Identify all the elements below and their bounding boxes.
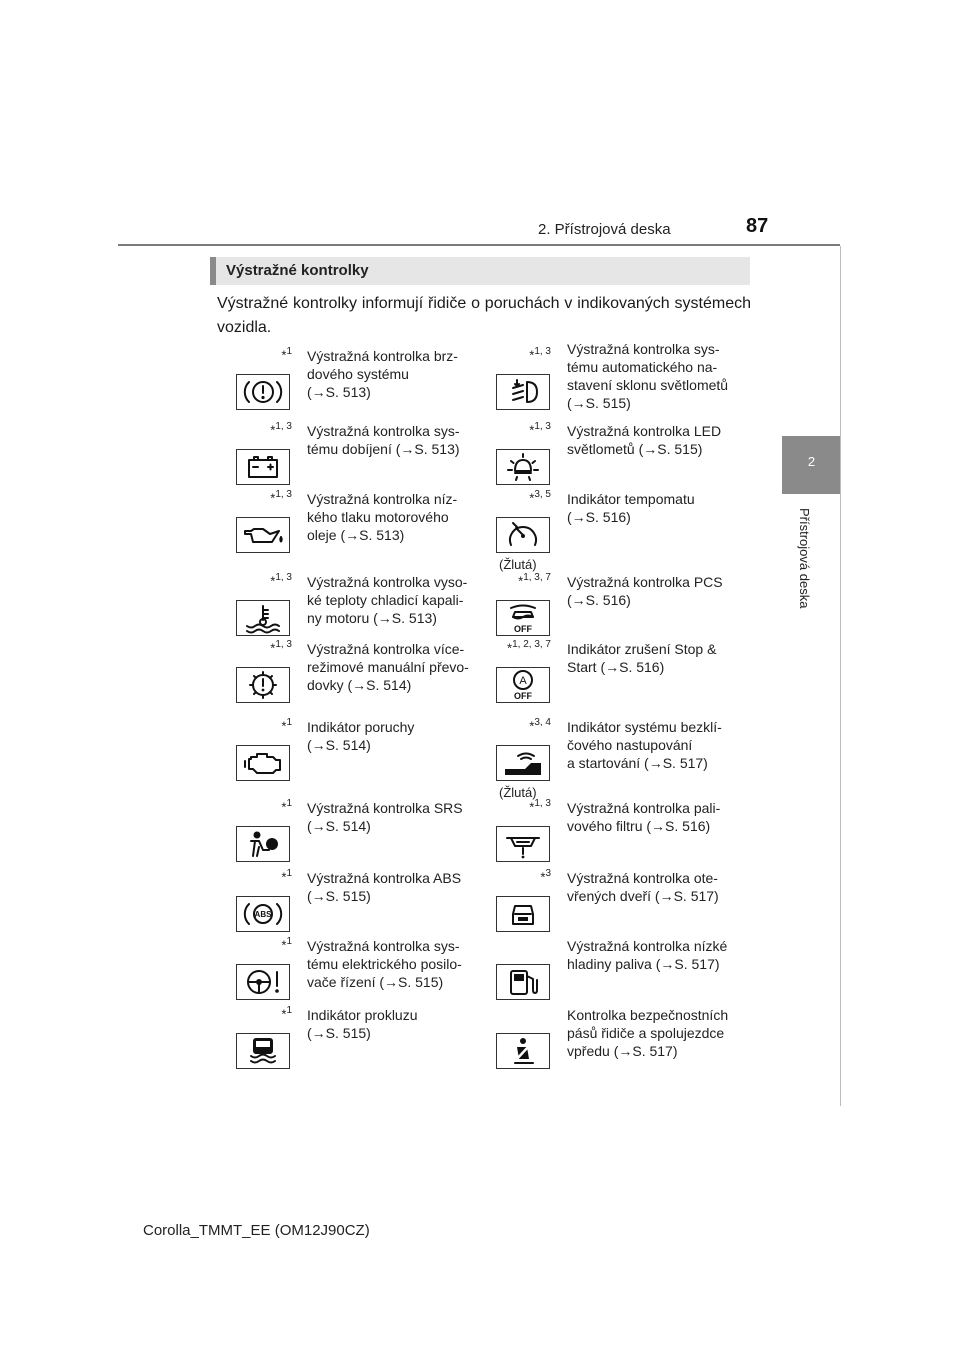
footnote-marker: *$^{1, 3}$ — [529, 798, 551, 815]
header-divider — [118, 244, 840, 246]
chapter-tab-label: Přístrojová deska — [797, 508, 812, 609]
warning-light-description: Výstražná kontrolka pali- vového filtru (→S. 516) — [567, 800, 721, 834]
header-section-title: 2. Přístrojová deska — [538, 221, 671, 238]
footnote-numbers: 1 — [286, 798, 292, 809]
warning-light-description: Výstražná kontrolka ABS (→S. 515) — [307, 870, 462, 904]
warning-light-description: Indikátor systému bezklí- čového nastupování a startování (→S. 517) — [567, 719, 722, 771]
footnote-numbers: 1 — [286, 1005, 292, 1016]
footnote-marker: *$^{1, 3, 7}$ — [518, 572, 551, 589]
svg-text:OFF: OFF — [514, 624, 532, 634]
battery-icon — [236, 449, 290, 485]
warning-light-description: Kontrolka bezpečnostních pásů řidiče a spolujezdce vpředu (→S. 517) — [567, 1007, 729, 1059]
warning-light-description: Výstražná kontrolka LED světlometů (→S. 515) — [567, 423, 722, 457]
cruise-control-icon — [496, 517, 550, 553]
check-engine-icon — [236, 745, 290, 781]
headlight-leveling-icon — [496, 374, 550, 410]
warning-light-description: Výstražná kontrolka ote- vřených dveří (→S. 517) — [567, 870, 719, 904]
warning-light-description: Indikátor poruchy (→S. 514) — [307, 719, 415, 753]
intro-paragraph: Výstražné kontrolky informují řidiče o poruchách v indikovaných systémech vozidla. — [217, 295, 751, 336]
footnote-marker: *$^{1, 3}$ — [529, 346, 551, 363]
footnote-numbers: 1 — [286, 346, 292, 357]
footnote-marker: *$^1$ — [281, 868, 292, 885]
footnote-numbers: 1, 3 — [275, 489, 292, 500]
footnote-numbers: 1, 2, 3, 7 — [512, 639, 551, 650]
pcs-off-icon — [496, 600, 550, 636]
smart-key-icon — [496, 745, 550, 781]
slip-indicator-icon — [236, 1033, 290, 1069]
section-title: Výstražné kontrolky — [226, 262, 369, 279]
warning-light-description: Indikátor tempomatu (→S. 516) — [567, 491, 695, 525]
footer-model-code: Corolla_TMMT_EE (OM12J90CZ) — [143, 1222, 370, 1239]
warning-light-description: Výstražná kontrolka sys- tému dobíjení (→S. 513) — [307, 423, 460, 457]
svg-text:ABS: ABS — [254, 910, 272, 919]
warning-light-description: Výstražná kontrolka níz- kého tlaku motorového oleje (→S. 513) — [307, 491, 458, 543]
warning-light-description: Výstražná kontrolka SRS (→S. 514) — [307, 800, 463, 834]
footnote-marker: *$^{1, 3}$ — [270, 639, 292, 656]
warning-light-description: Výstražná kontrolka PCS (→S. 516) — [567, 574, 723, 608]
warning-light-description: Výstražná kontrolka vyso- ké teploty chladicí kapali- ny motoru (→S. 513) — [307, 574, 468, 626]
warning-light-description: Výstražná kontrolka sys- tému elektrického posilo- vače řízení (→S. 515) — [307, 938, 462, 990]
open-door-icon — [496, 896, 550, 932]
particulate-filter-icon — [496, 826, 550, 862]
footnote-marker: *$^{3, 4}$ — [529, 717, 551, 734]
warning-light-description: Indikátor zrušení Stop & Start (→S. 516) — [567, 641, 717, 675]
footnote-marker: *$^{3, 5}$ — [529, 489, 551, 506]
footnote-numbers: 3 — [545, 868, 551, 879]
footnote-numbers: 1, 3, 7 — [523, 572, 551, 583]
side-divider — [840, 246, 841, 1106]
oil-pressure-icon — [236, 517, 290, 553]
low-fuel-icon — [496, 964, 550, 1000]
brake-system-icon — [236, 374, 290, 410]
footnote-numbers: 1, 3 — [534, 798, 551, 809]
power-steering-icon — [236, 964, 290, 1000]
section-heading-bar — [210, 257, 750, 285]
footnote-numbers: 1 — [286, 868, 292, 879]
footnote-marker: *$^1$ — [281, 1005, 292, 1022]
coolant-temperature-icon — [236, 600, 290, 636]
footnote-numbers: 1 — [286, 717, 292, 728]
abs-icon — [236, 896, 290, 932]
footnote-marker: *$^{1, 3}$ — [529, 421, 551, 438]
footnote-numbers: 3, 5 — [534, 489, 551, 500]
footnote-marker: *$^{1, 3}$ — [270, 572, 292, 589]
footnote-marker: *$^1$ — [281, 717, 292, 734]
seatbelt-reminder-icon — [496, 1033, 550, 1069]
footnote-marker: *$^1$ — [281, 798, 292, 815]
warning-light-description: Výstražná kontrolka více- režimové manuální převo- dovky (→S. 514) — [307, 641, 469, 693]
stop-start-off-icon — [496, 667, 550, 703]
chapter-tab[interactable] — [782, 436, 841, 494]
footnote-marker: *$^3$ — [540, 868, 551, 885]
svg-text:A: A — [519, 675, 527, 687]
warning-light-description: Výstražná kontrolka nízké hladiny paliva (→S. 517) — [567, 938, 728, 972]
footnote-marker: *$^1$ — [281, 936, 292, 953]
footnote-marker: *$^{1, 2, 3, 7}$ — [507, 639, 551, 656]
color-note: (Žlutá) — [499, 557, 537, 572]
footnote-marker: *$^{1, 3}$ — [270, 489, 292, 506]
footnote-numbers: 1, 3 — [275, 421, 292, 432]
footnote-marker: *$^{1, 3}$ — [270, 421, 292, 438]
footnote-numbers: 1, 3 — [534, 346, 551, 357]
warning-light-description: Indikátor prokluzu (→S. 515) — [307, 1007, 418, 1041]
svg-text:OFF: OFF — [514, 691, 532, 701]
footnote-numbers: 3, 4 — [534, 717, 551, 728]
chapter-number: 2 — [807, 454, 816, 469]
footnote-numbers: 1, 3 — [275, 639, 292, 650]
warning-light-description: Výstražná kontrolka brz- dového systému (→S. 513) — [307, 348, 458, 400]
footnote-marker: *$^1$ — [281, 346, 292, 363]
footnote-numbers: 1, 3 — [275, 572, 292, 583]
transmission-gear-icon — [236, 667, 290, 703]
footnote-numbers: 1, 3 — [534, 421, 551, 432]
footnote-numbers: 1 — [286, 936, 292, 947]
page-number: 87 — [746, 215, 769, 237]
srs-airbag-icon — [236, 826, 290, 862]
led-headlight-icon — [496, 449, 550, 485]
warning-light-description: Výstražná kontrolka sys- tému automatického na- stavení sklonu světlometů (→S. 515) — [567, 341, 729, 411]
color-note: (Žlutá) — [499, 785, 537, 800]
